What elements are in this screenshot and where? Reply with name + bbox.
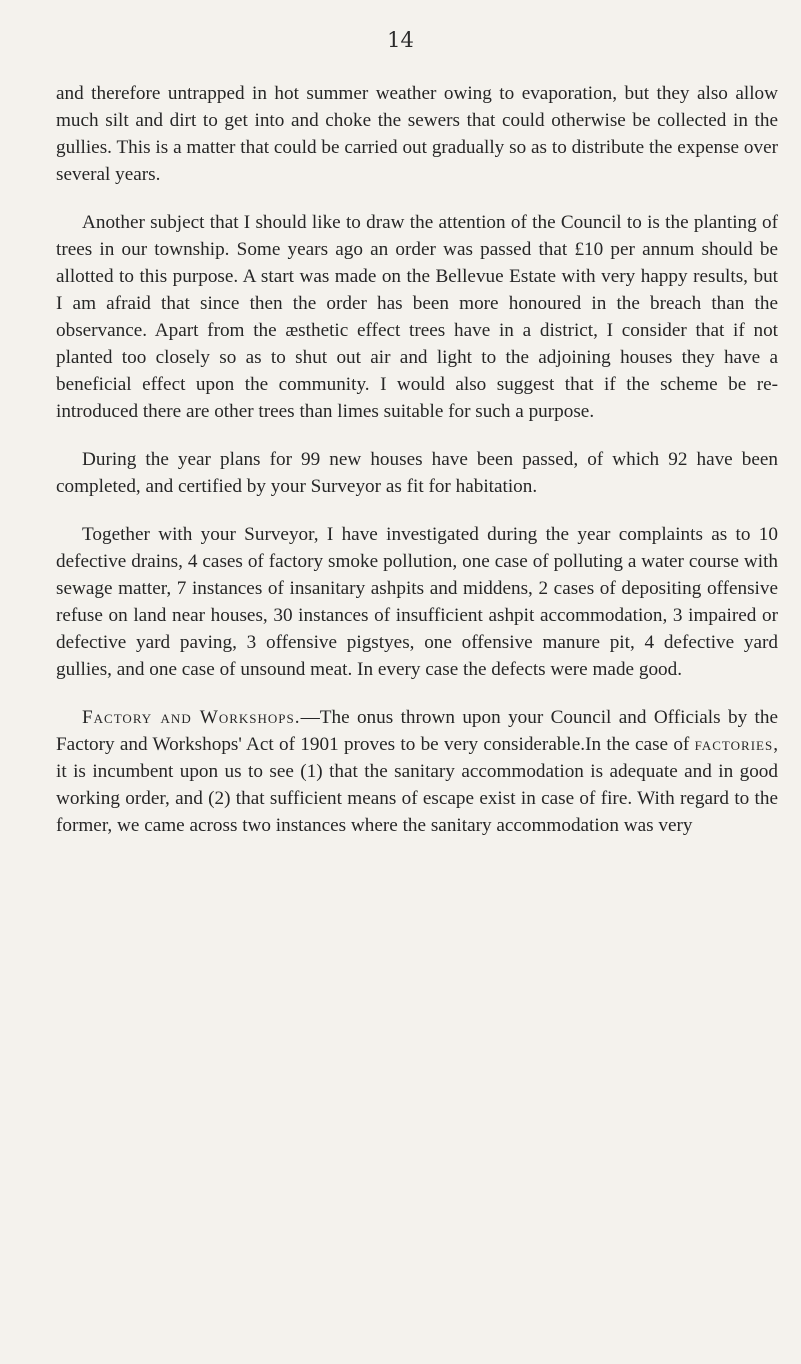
section-heading: Factory and Workshops.	[82, 707, 301, 728]
paragraph-factory-workshops	[56, 704, 778, 839]
paragraph-drainage: and therefore untrapped in hot summer weather owing to evaporation, but they also allow much silt and dirt to get into and choke the sewers that could otherwise be collected in the gullies. This is a matter that could be carried out gradually so as to distribute the expense over several years.	[56, 83, 778, 185]
paragraph-new-houses: During the year plans for 99 new houses have been passed, of which 92 have been completed, and certified by your Surveyor as fit for habitation.	[56, 449, 778, 497]
document-body	[56, 80, 778, 860]
paragraph-complaints: Together with your Surveyor, I have investigated during the year complaints as to 10 defective drains, 4 cases of factory smoke pollution, one case of polluting a water course with sewage matter, 7 instances of insanitary ashpits and middens, 2 cases of depositing offensive refuse on land near houses, 30 instances of insufficient ashpit accommodation, 3 impaired or defective yard paving, 3 offensive pigstyes, one offensive manure pit, 4 defective yard gullies, and one case of unsound meat. In every case the defects were made good.	[56, 524, 778, 680]
page-number: 14	[387, 28, 414, 52]
paragraph-text: —The onus thrown upon your Council and Officials by the Factory and Workshops' Act of 1901 proves to be very considerable.In the case of	[56, 707, 778, 755]
paragraph-text-continued: , it is incumbent upon us to see (1) that the sanitary accommodation is adequate and in good working order, and (2) that sufficient means of escape exist in case of fire. With regard to the former, we came across two instances where the sanitary accommodation was very	[56, 734, 778, 836]
inline-smallcaps-term: factories	[694, 734, 774, 755]
paragraph-tree-planting: Another subject that I should like to draw the attention of the Council to is the planting of trees in our township. Some years ago an order was passed that £10 per annum should be allotted to this purpose. A start was made on the Bellevue Estate with very happy results, but I am afraid that since then the order has been more honoured in the breach than the observance. Apart from the æsthetic effect trees have in a district, I consider that if not planted too closely so as to shut out air and light to the adjoining houses they have a beneficial effect upon the community. I would also suggest that if the scheme be re-introduced there are other trees than limes suitable for such a purpose.	[56, 212, 778, 422]
